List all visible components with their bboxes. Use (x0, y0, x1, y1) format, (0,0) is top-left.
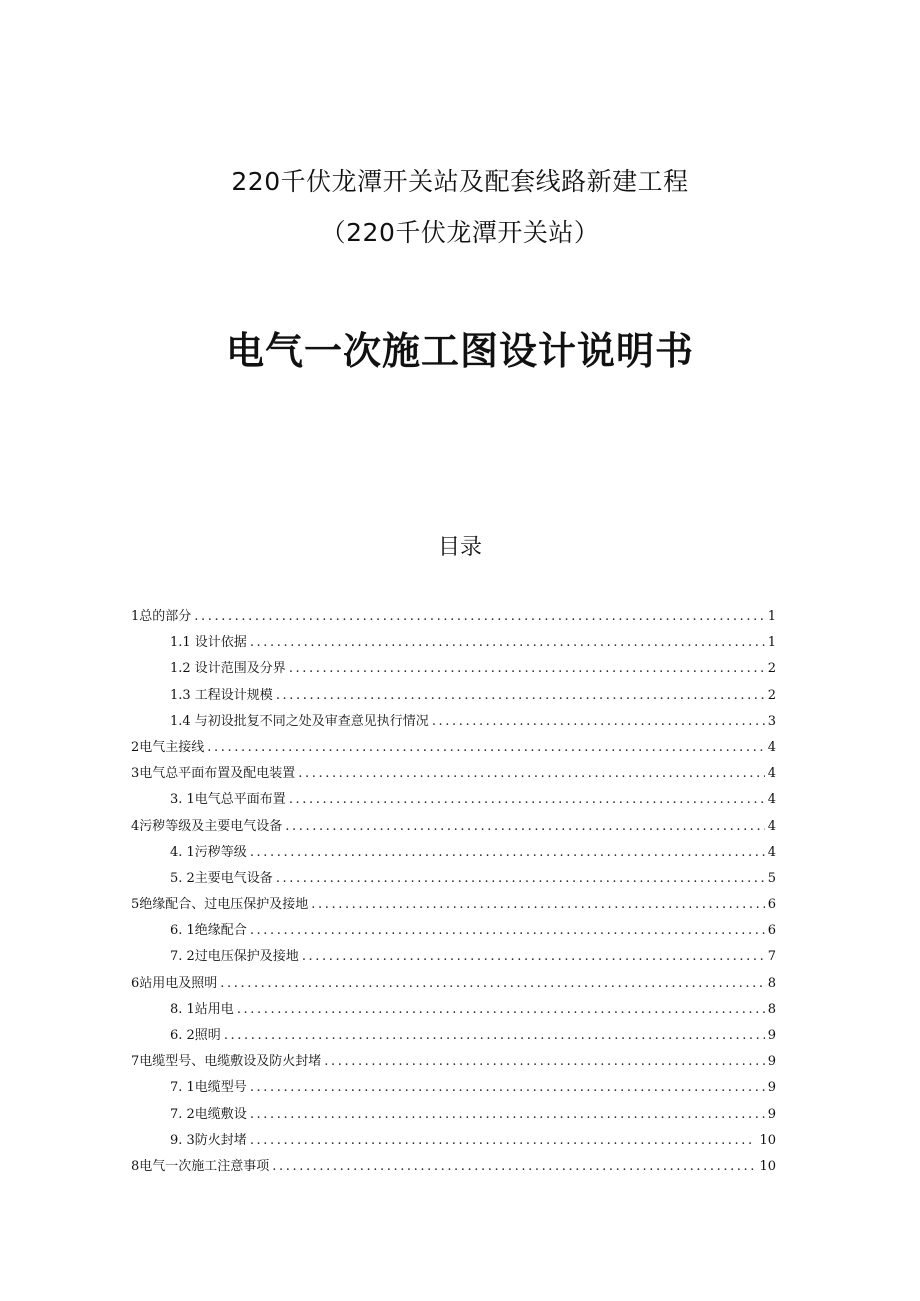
toc-entry-text: 3电气总平面布置及配电装置 (131, 766, 296, 782)
toc-entry (131, 841, 776, 867)
toc-entry-text: 7. 2过电压保护及接地 (170, 949, 299, 965)
toc-leader-dots (311, 897, 764, 912)
toc-entry (131, 684, 776, 710)
toc-entry-text: 4. 1污秽等级 (170, 844, 247, 860)
toc-leader-dots (276, 871, 765, 886)
toc-entry-page: 4 (767, 844, 776, 860)
toc-entry-text: 7. 2电缆敷设 (170, 1106, 247, 1122)
toc-entry-page: 4 (767, 818, 776, 834)
toc-entry-page: 6 (767, 923, 776, 939)
toc-entry-text: 6. 2照明 (170, 1028, 221, 1043)
toc-entry (131, 945, 776, 971)
toc-entry-text: 5. 2主要电气设备 (170, 870, 273, 886)
toc-entry (131, 788, 776, 814)
toc-entry (131, 893, 776, 919)
toc-entry-page: 6 (767, 897, 776, 913)
toc-leader-dots (276, 688, 765, 703)
toc-entry-page: 9 (767, 1054, 776, 1070)
toc-entry-page: 4 (767, 792, 776, 808)
toc-entry (131, 998, 776, 1024)
toc-entry (131, 1024, 776, 1050)
toc-entry-text: 6站用电及照明 (131, 975, 218, 991)
toc-leader-dots (237, 1002, 765, 1017)
toc-entry-page: 9 (767, 1080, 776, 1096)
toc-entry (131, 605, 776, 631)
project-subtitle: （220千伏龙潭开关站） (320, 218, 600, 247)
toc-entry-text: 6. 1绝缘配合 (170, 923, 247, 939)
toc-entry-text: 4污秽等级及主要电气设备 (131, 818, 283, 834)
toc-leader-dots (289, 792, 765, 807)
toc-leader-dots (302, 949, 765, 964)
toc-entry (131, 710, 776, 736)
toc-leader-dots (220, 976, 764, 991)
toc-entry-page: 5 (767, 870, 776, 886)
toc-entry (131, 1103, 776, 1129)
toc-entry-text: 7电缆型号、电缆敷设及防火封堵 (131, 1054, 322, 1070)
toc-leader-dots (194, 609, 764, 624)
toc-entry-page: 9 (767, 1106, 776, 1122)
toc-entry (131, 657, 776, 683)
toc-entry-page: 8 (767, 1001, 776, 1017)
toc-entry (131, 1050, 776, 1076)
toc-entry-page: 3 (767, 713, 776, 729)
toc-entry (131, 1076, 776, 1102)
toc-entry-page: 10 (759, 1132, 776, 1148)
toc-entry-page: 2 (767, 661, 776, 677)
toc-entry-page: 1 (767, 609, 776, 624)
toc-entry (131, 762, 776, 788)
toc-entry-page: 1 (767, 635, 776, 651)
toc-entry (131, 972, 776, 998)
toc-entry (131, 1129, 776, 1155)
toc-entry-text: 1.2 设计范围及分界 (170, 661, 286, 677)
toc-leader-dots (432, 714, 765, 729)
toc-entry-text: 8电气一次施工注意事项 (131, 1158, 270, 1174)
toc-entry-text: 7. 1电缆型号 (170, 1080, 247, 1096)
toc-entry (131, 631, 776, 657)
toc-leader-dots (207, 740, 764, 755)
toc-entry-page: 4 (767, 739, 776, 755)
toc-entry-text: 1.4 与初设批复不同之处及审查意见执行情况 (170, 713, 429, 729)
toc-leader-dots (285, 819, 764, 834)
toc-entry-page: 7 (767, 949, 776, 965)
toc-leader-dots (224, 1028, 765, 1043)
toc-entry-text: 1.3 工程设计规模 (170, 687, 273, 703)
toc-entry (131, 867, 776, 893)
toc-entry (131, 919, 776, 945)
toc-entry-page: 8 (767, 975, 776, 991)
toc-entry (131, 815, 776, 841)
toc-entry-page: 10 (759, 1158, 776, 1174)
toc-entry-text: 3. 1电气总平面布置 (170, 792, 286, 808)
toc-leader-dots (250, 845, 765, 860)
toc-leader-dots (250, 635, 765, 650)
toc-entry-text: 8. 1站用电 (170, 1001, 234, 1017)
toc-leader-dots (289, 661, 765, 676)
toc-leader-dots (250, 923, 765, 938)
toc-entry-text: 5绝缘配合、过电压保护及接地 (131, 897, 309, 913)
toc-entry-page: 2 (767, 687, 776, 703)
toc-leader-dots (250, 1133, 757, 1148)
toc-entry-text: 9. 3防火封堵 (170, 1132, 247, 1148)
document-title: 电气一次施工图设计说明书 (225, 329, 694, 373)
toc-entry (131, 1155, 776, 1181)
toc-entry-text: 2电气主接线 (131, 739, 205, 755)
toc-entry (131, 736, 776, 762)
toc-leader-dots (250, 1080, 765, 1095)
toc-leader-dots (250, 1107, 765, 1122)
table-of-contents (131, 605, 776, 1181)
toc-leader-dots (324, 1054, 764, 1069)
toc-entry-text: 1总的部分 (131, 609, 192, 624)
toc-entry-page: 4 (767, 766, 776, 782)
toc-leader-dots (272, 1159, 756, 1174)
toc-heading: 目录 (437, 535, 482, 560)
toc-entry-text: 1.1 设计依据 (170, 635, 247, 651)
toc-entry-page: 9 (767, 1028, 776, 1043)
toc-leader-dots (298, 766, 764, 781)
project-title: 220千伏龙潭开关站及配套线路新建工程 (231, 167, 689, 196)
